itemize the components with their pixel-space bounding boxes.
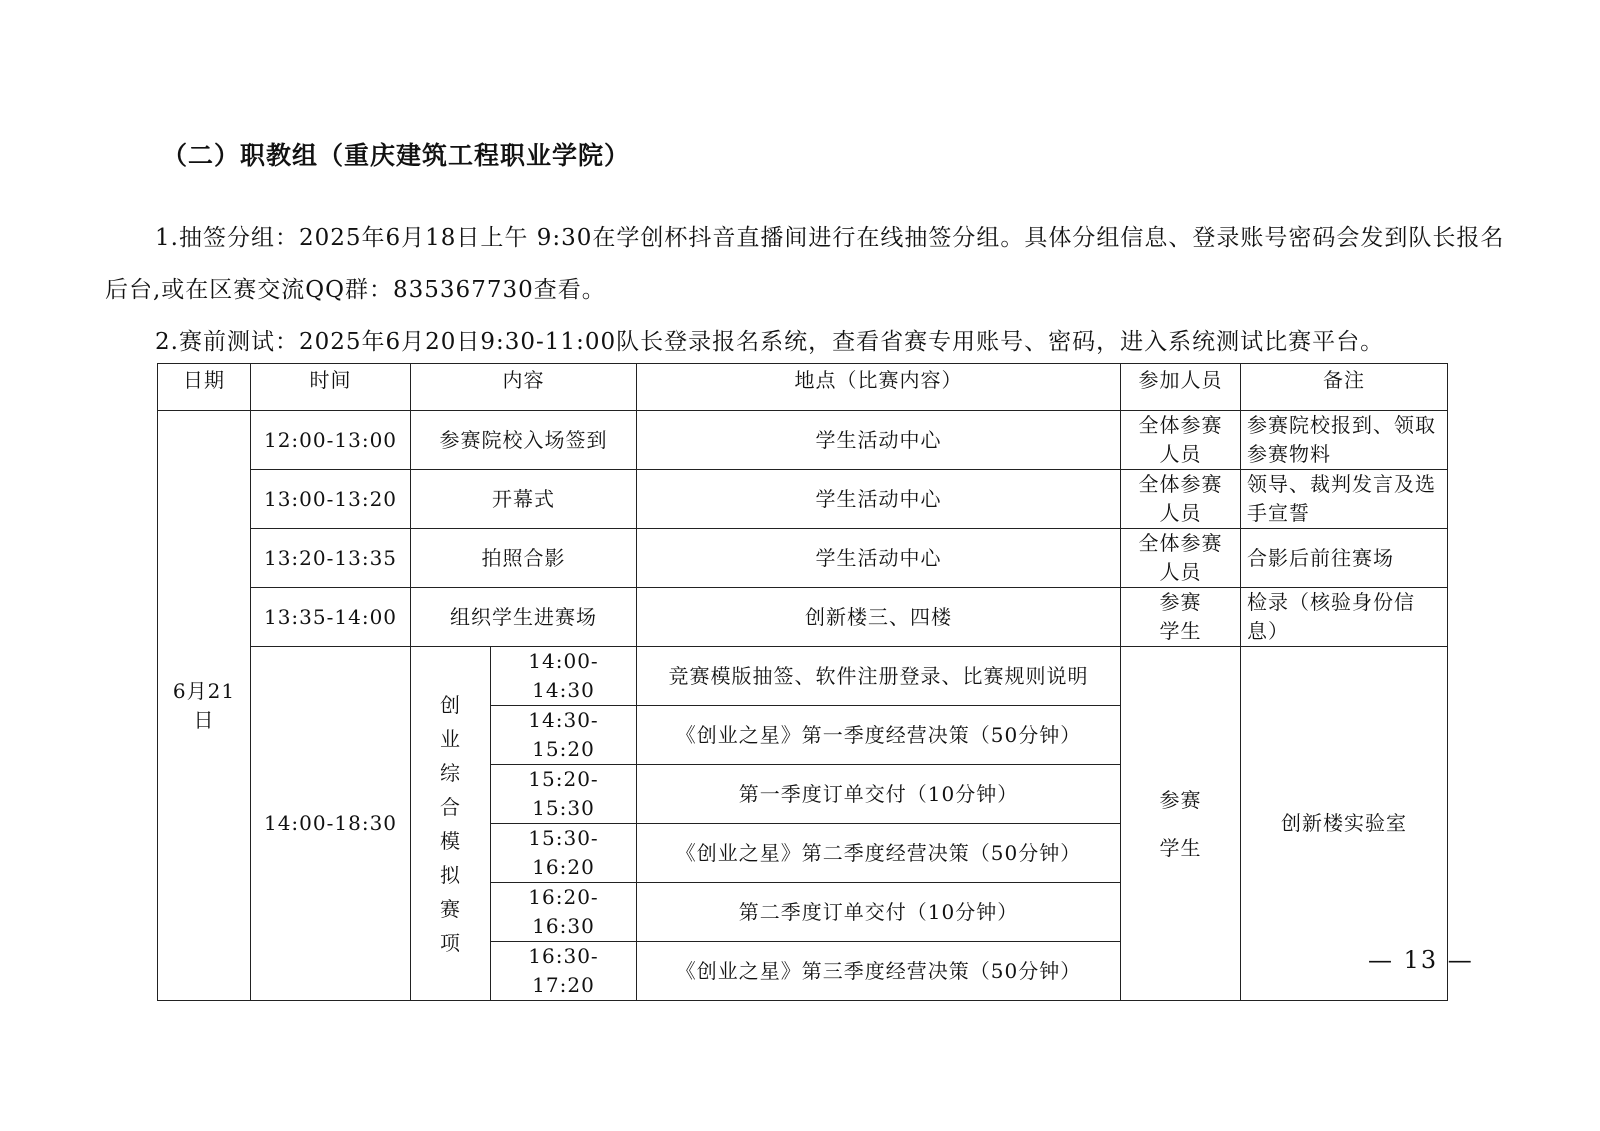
page-number: — 13 — <box>1368 946 1474 974</box>
people-cell: 全体参赛人员 <box>1121 529 1241 588</box>
content-cell: 拍照合影 <box>411 529 637 588</box>
table-row <box>158 411 1448 470</box>
competition-time-cell: 14:00-18:30 <box>251 647 411 1001</box>
paragraph-pretest: 2.赛前测试：2025年6月20日9:30-11:00队长登录报名系统，查看省赛专用账号、密码，进入系统测试比赛平台。 <box>155 329 1385 355</box>
competition-note-cell: 创新楼实验室 <box>1241 647 1448 1001</box>
people-cell: 参赛学生 <box>1121 588 1241 647</box>
content-cell: 参赛院校入场签到 <box>411 411 637 470</box>
paragraph-draw: 1.抽签分组：2025年6月18日上午 9:30在学创杯抖音直播间进行在线抽签分组。具体分组信息、登录账号密码会发到队长报名后台,或在区赛交流QQ群：835367730查看。 <box>105 225 1505 303</box>
sub-time-cell: 14:30-15:20 <box>491 706 637 765</box>
location-cell: 学生活动中心 <box>637 470 1121 529</box>
sub-desc-cell: 《创业之星》第一季度经营决策（50分钟） <box>637 706 1121 765</box>
sub-desc-cell: 第一季度订单交付（10分钟） <box>637 765 1121 824</box>
table-row <box>158 470 1448 529</box>
table-row <box>158 647 1448 706</box>
date-cell: 6月21日 <box>158 411 251 1001</box>
sub-time-cell: 16:30-17:20 <box>491 942 637 1001</box>
time-cell: 13:00-13:20 <box>251 470 411 529</box>
location-cell: 学生活动中心 <box>637 529 1121 588</box>
sub-desc-cell: 《创业之星》第三季度经营决策（50分钟） <box>637 942 1121 1001</box>
sub-desc-cell: 第二季度订单交付（10分钟） <box>637 883 1121 942</box>
time-cell: 13:35-14:00 <box>251 588 411 647</box>
table-row <box>158 529 1448 588</box>
note-cell: 合影后前往赛场 <box>1241 529 1448 588</box>
header-content: 内容 <box>411 364 637 411</box>
sub-time-cell: 15:30-16:20 <box>491 824 637 883</box>
note-cell: 领导、裁判发言及选手宣誓 <box>1241 470 1448 529</box>
people-cell: 全体参赛人员 <box>1121 470 1241 529</box>
content-cell: 组织学生进赛场 <box>411 588 637 647</box>
header-date: 日期 <box>158 364 251 411</box>
header-time: 时间 <box>251 364 411 411</box>
table-row <box>158 588 1448 647</box>
sub-time-cell: 16:20-16:30 <box>491 883 637 942</box>
sub-time-cell: 15:20-15:30 <box>491 765 637 824</box>
header-note: 备注 <box>1241 364 1448 411</box>
note-cell: 检录（核验身份信息） <box>1241 588 1448 647</box>
content-cell: 开幕式 <box>411 470 637 529</box>
location-cell: 创新楼三、四楼 <box>637 588 1121 647</box>
header-location: 地点（比赛内容） <box>637 364 1121 411</box>
competition-people-cell: 参赛学生 <box>1121 647 1241 1001</box>
note-cell: 参赛院校报到、领取参赛物料 <box>1241 411 1448 470</box>
table-header-row <box>158 364 1448 411</box>
sub-desc-cell: 《创业之星》第二季度经营决策（50分钟） <box>637 824 1121 883</box>
sub-time-cell: 14:00-14:30 <box>491 647 637 706</box>
sub-desc-cell: 竞赛模版抽签、软件注册登录、比赛规则说明 <box>637 647 1121 706</box>
section-heading: （二）职教组（重庆建筑工程职业学院） <box>162 141 631 170</box>
time-cell: 13:20-13:35 <box>251 529 411 588</box>
competition-content-cell: 创业综合模拟赛项 <box>411 647 491 1001</box>
header-people: 参加人员 <box>1121 364 1241 411</box>
location-cell: 学生活动中心 <box>637 411 1121 470</box>
people-cell: 全体参赛人员 <box>1121 411 1241 470</box>
schedule-table <box>157 363 1448 1001</box>
time-cell: 12:00-13:00 <box>251 411 411 470</box>
